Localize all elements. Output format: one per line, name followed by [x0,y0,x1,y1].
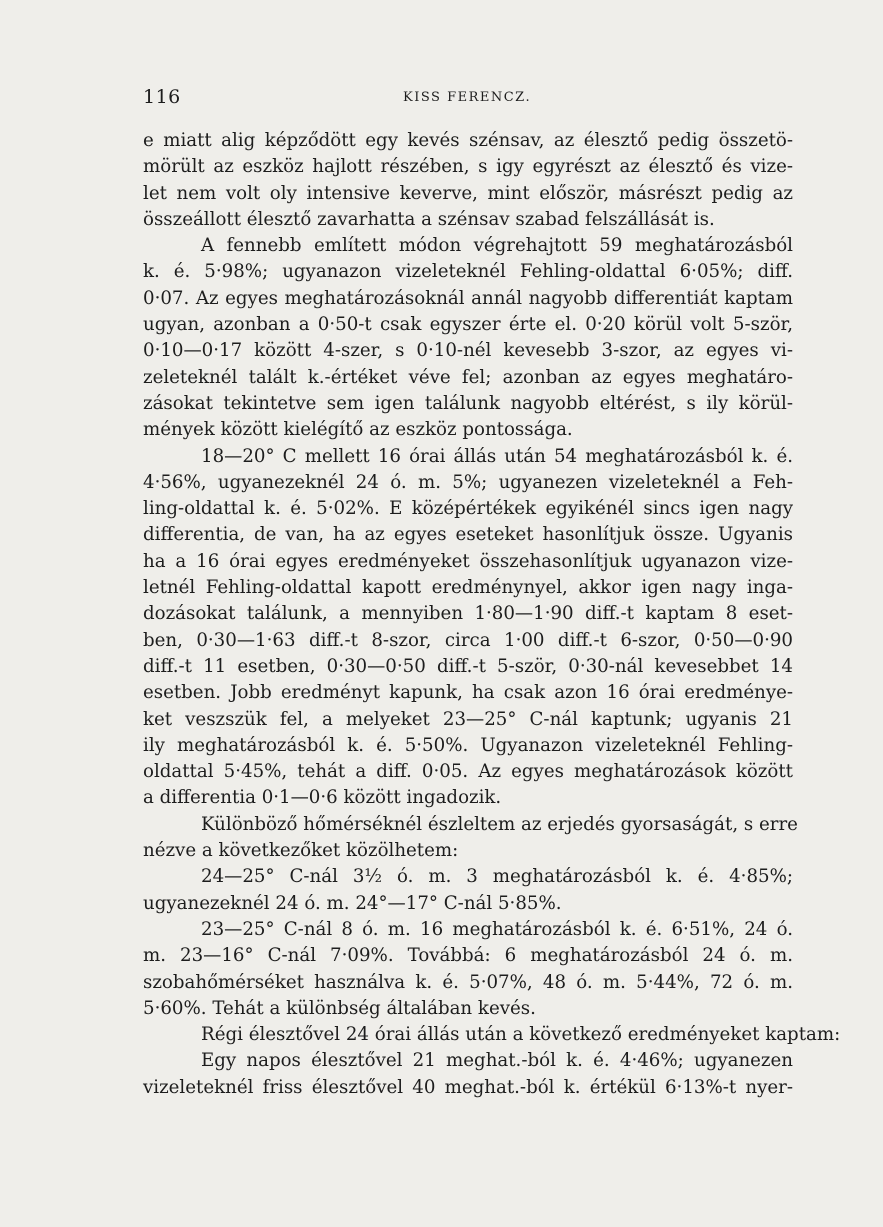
text-line: diff.-t 11 esetben, 0·30—0·50 diff.-t 5-ször, 0·30-nál kevesebbet 14 [143,655,793,677]
text-line: ily meghatározásból k. é. 5·50%. Ugyanazon vizeleteknél Fehling- [143,734,793,756]
text-line: let nem volt oly intensive keverve, mint először, másrészt pedig az [143,182,793,204]
text-line: ket veszszük fel, a melyeket 23—25° C-nál kaptunk; ugyanis 21 [143,708,793,730]
text-line: 18—20° C mellett 16 órai állás után 54 meghatározásból k. é. [201,445,793,467]
text-line: m. 23—16° C-nál 7·09%. Továbbá: 6 meghatározásból 24 ó. m. [143,945,793,967]
text-line: 24—25° C-nál 3½ ó. m. 3 meghatározásból k. é. 4·85%; [201,866,793,888]
text-line: ugyan, azonban a 0·50-t csak egyszer érte el. 0·20 körül volt 5-ször, [143,314,793,336]
text-line: ling-oldattal k. é. 5·02%. E középértékek egyikénél sincs igen nagy [143,498,793,520]
text-line: Régi élesztővel 24 órai állás után a következő eredményeket kaptam: [201,1024,841,1046]
text-line: 0·07. Az egyes meghatározásoknál annál nagyobb differentiát kaptam [143,287,793,309]
text-line: szobahőmérséket használva k. é. 5·07%, 48 ó. m. 5·44%, 72 ó. m. [143,971,793,993]
page-header [143,86,793,110]
text-line: letnél Fehling-oldattal kapott eredménynyel, akkor igen nagy inga- [143,577,793,599]
text-line: zásokat tekintetve sem igen találunk nagyobb eltérést, s ily körül- [143,392,793,414]
text-line: a differentia 0·1—0·6 között ingadozik. [143,787,502,809]
text-line: oldattal 5·45%, tehát a diff. 0·05. Az egyes meghatározások között [143,761,793,783]
page-number: 116 [143,86,181,108]
text-line: 5·60%. Tehát a különbség általában kevés. [143,997,536,1019]
text-line: összeállott élesztő zavarhatta a szénsav szabad felszállását is. [143,208,715,230]
text-line: vizeleteknél friss élesztővel 40 meghat.-ból k. értékül 6·13%-t nyer- [143,1076,793,1098]
text-line: zeleteknél talált k.-értéket véve fel; azonban az egyes meghatáro- [143,366,793,388]
text-line: k. é. 5·98%; ugyanazon vizeleteknél Fehling-oldattal 6·05%; diff. [143,261,793,283]
text-line: dozásokat találunk, a mennyiben 1·80—1·90 diff.-t kaptam 8 eset- [143,603,793,625]
text-line: mények között kielégítő az eszköz pontossága. [143,419,573,441]
text-line: ha a 16 órai egyes eredményeket összehasonlítjuk ugyanazon vize- [143,550,793,572]
text-line: 0·10—0·17 között 4-szer, s 0·10-nél kevesebb 3-szor, az egyes vi- [143,340,793,362]
text-line: esetben. Jobb eredményt kapunk, ha csak azon 16 órai eredménye- [143,682,793,704]
text-line: Egy napos élesztővel 21 meghat.-ból k. é. 4·46%; ugyanezen [201,1050,793,1072]
text-line: nézve a következőket közölhetem: [143,840,459,862]
text-line: mörült az eszköz hajlott részében, s igy egyrészt az élesztő és vize- [143,156,793,178]
text-line: Különböző hőmérséknél észleltem az erjedés gyorsaságát, s erre [201,813,798,835]
text-line: 23—25° C-nál 8 ó. m. 16 meghatározásból k. é. 6·51%, 24 ó. [201,918,793,940]
text-line: A fennebb említett módon végrehajtott 59 meghatározásból [201,235,793,257]
text-line: ugyanezeknél 24 ó. m. 24°—17° C-nál 5·85%. [143,892,562,914]
text-line: differentia, de van, ha az egyes eseteket hasonlítjuk össze. Ugyanis [143,524,793,546]
running-head: KISS FERENCZ. [403,90,532,105]
text-line: 4·56%, ugyanezeknél 24 ó. m. 5%; ugyanezen vizeleteknél a Feh- [143,471,793,493]
body-text [143,128,841,1101]
text-line: ben, 0·30—1·63 diff.-t 8-szor, circa 1·00 diff.-t 6-szor, 0·50—0·90 [143,629,793,651]
text-line: e miatt alig képződött egy kevés szénsav, az élesztő pedig összetö- [143,130,793,151]
